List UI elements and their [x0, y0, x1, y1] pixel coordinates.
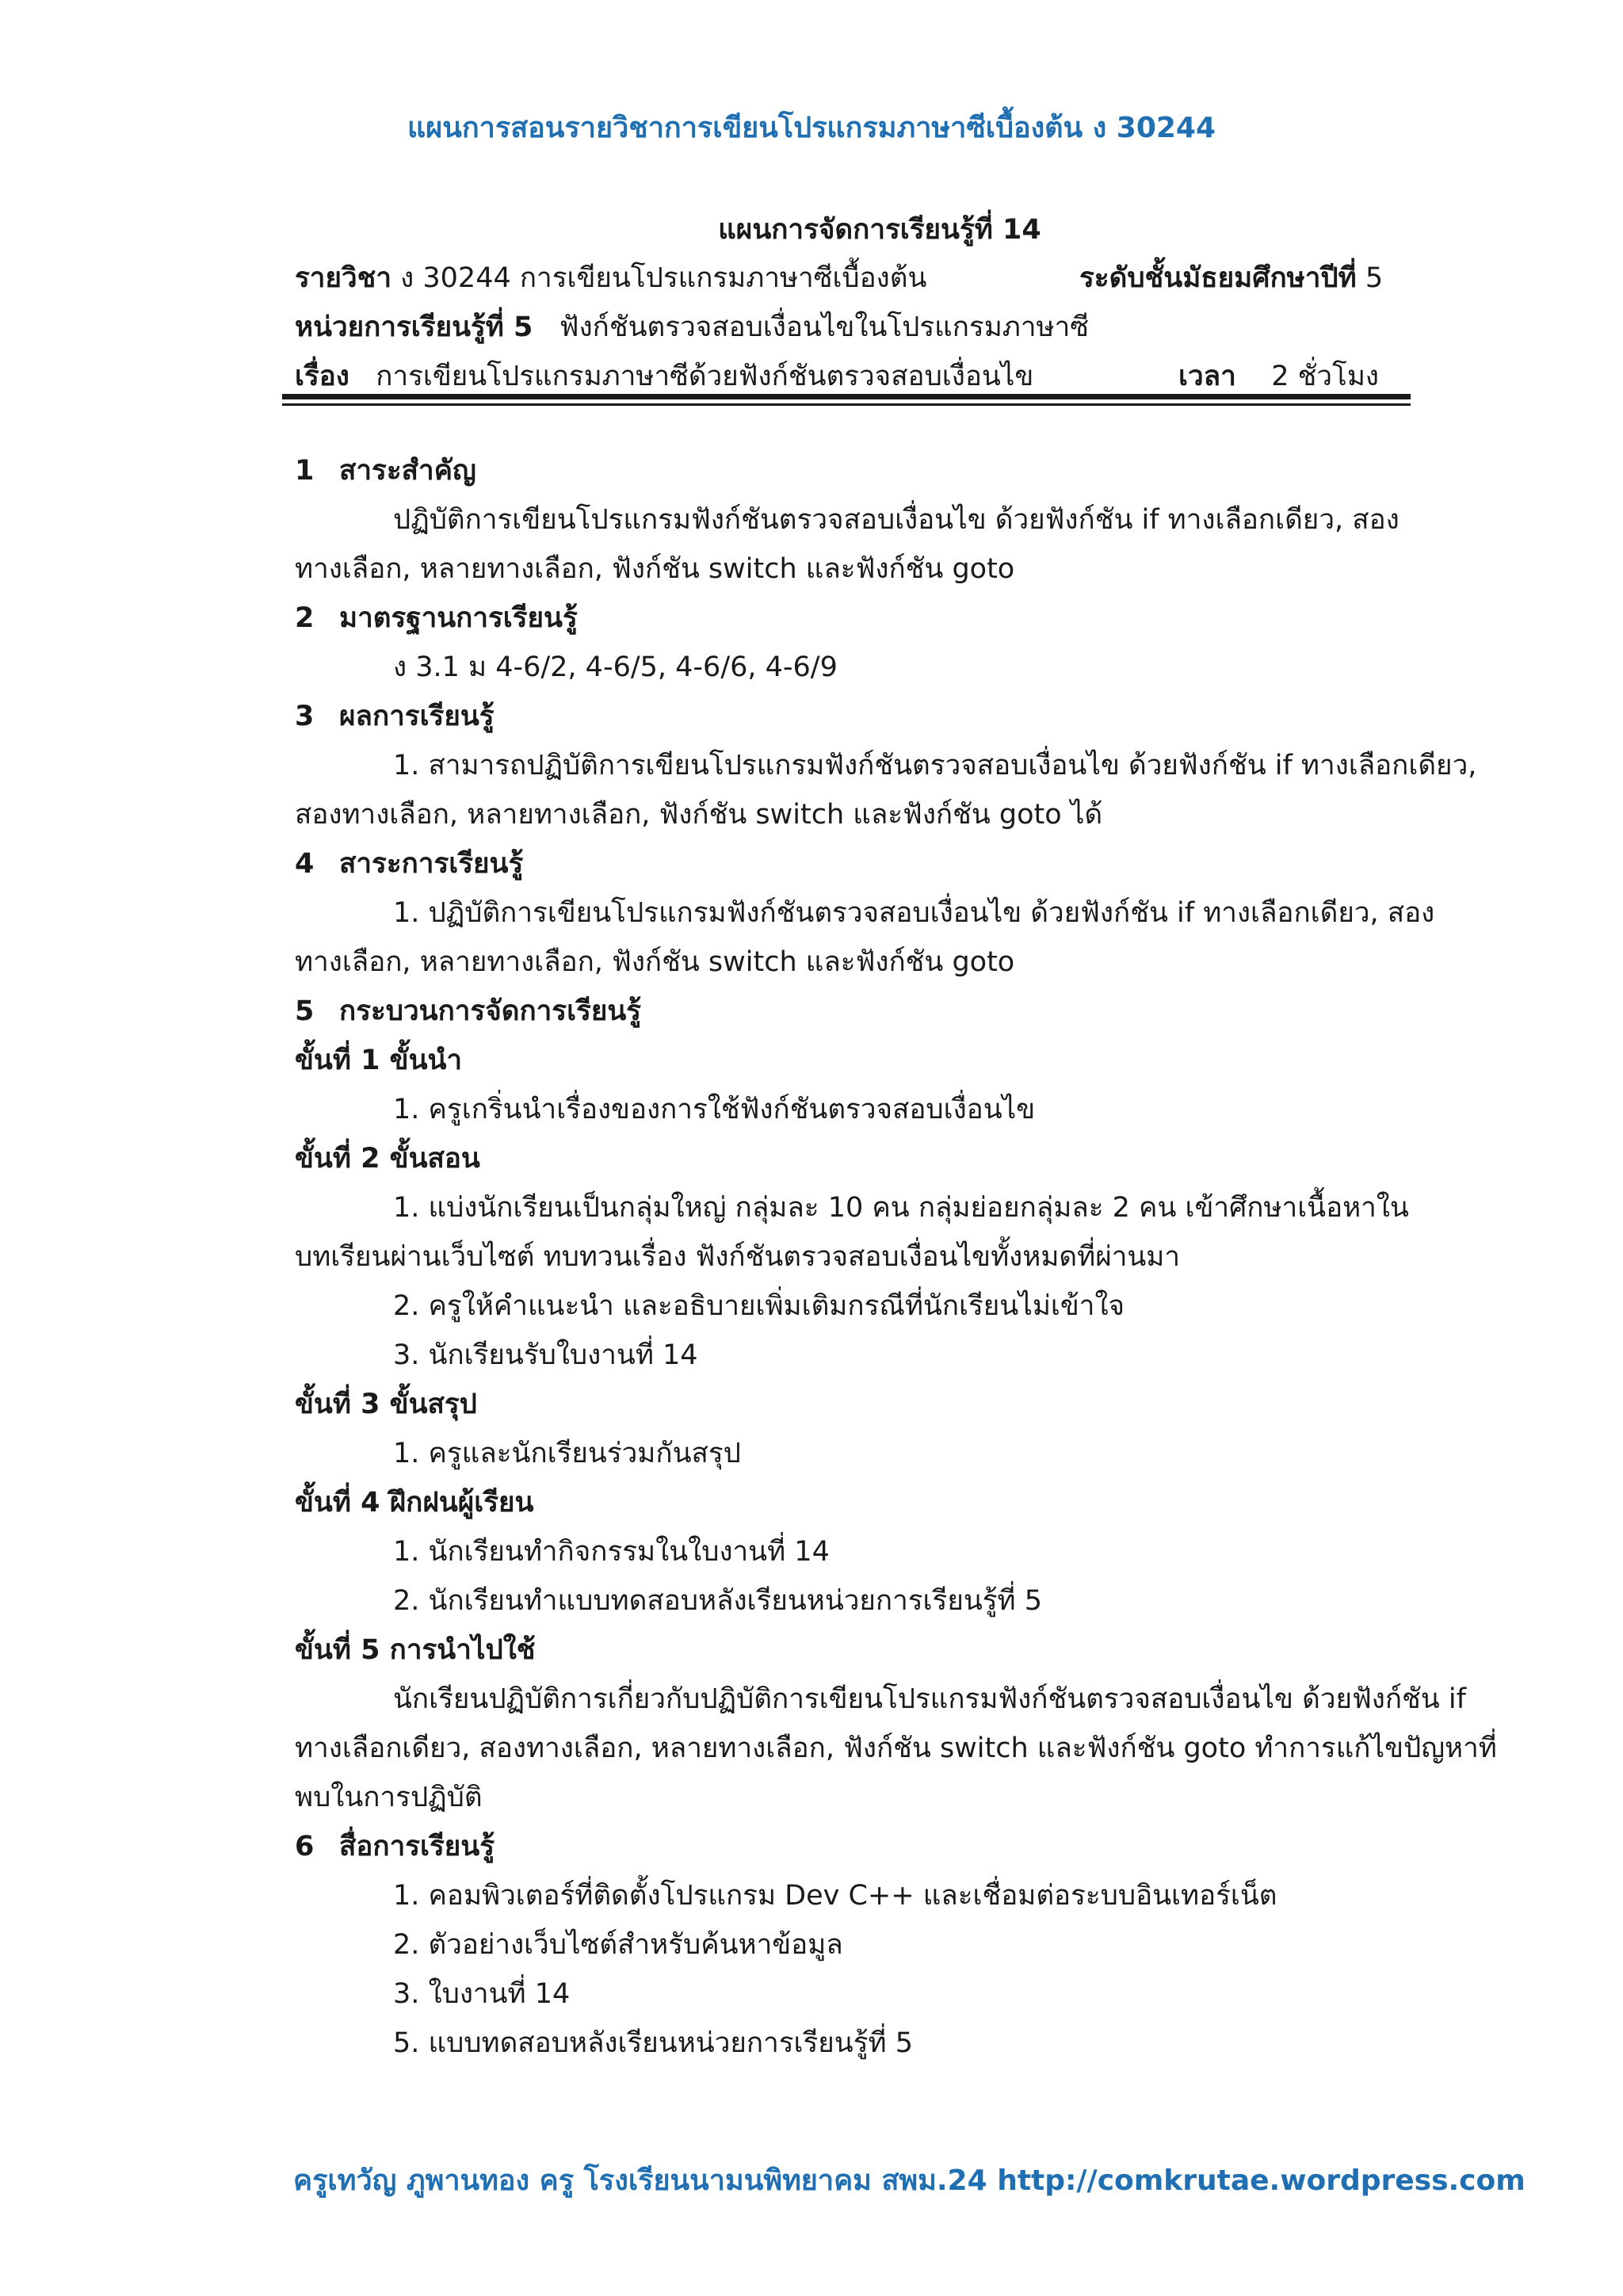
section-5-heading: 5 กระบวนการจัดการเรียนรู้: [295, 995, 642, 1027]
step-5-para-line1: นักเรียนปฏิบัติการเกี่ยวกับปฏิบัติการเขียนโปรแกรมฟังก์ชันตรวจสอบเงื่อนไข ด้วยฟังก์ชัน if: [393, 1683, 1466, 1715]
section-4-heading: 4 สาระการเรียนรู้: [295, 848, 524, 880]
section-4-para-line2: ทางเลือก, หลายทางเลือก, ฟังก์ชัน switch และฟังก์ชัน goto: [295, 946, 1015, 978]
step-3-heading: ขั้นที่ 3 ขั้นสรุป: [295, 1389, 477, 1420]
section-3-para-line2: สองทางเลือก, หลายทางเลือก, ฟังก์ชัน switch และฟังก์ชัน goto ได้: [295, 799, 1103, 831]
level-value: 5: [1365, 262, 1384, 294]
subject-label: รายวิชา: [295, 262, 392, 294]
step-2-item-1-line1: 1. แบ่งนักเรียนเป็นกลุ่มใหญ่ กลุ่มละ 10 คน กลุ่มย่อยกลุ่มละ 2 คน เข้าศึกษาเนื้อหาใน: [393, 1192, 1409, 1224]
time-label: เวลา: [1178, 361, 1236, 392]
section-1-para-line2: ทางเลือก, หลายทางเลือก, ฟังก์ชัน switch และฟังก์ชัน goto: [295, 553, 1015, 585]
step-2-item-1-line2: บทเรียนผ่านเว็บไซต์ ทบทวนเรื่อง ฟังก์ชันตรวจสอบเงื่อนไขทั้งหมดที่ผ่านมา: [295, 1241, 1181, 1273]
section-1-para-line1: ปฏิบัติการเขียนโปรแกรมฟังก์ชันตรวจสอบเงื่อนไข ด้วยฟังก์ชัน if ทางเลือกเดียว, สอง: [393, 504, 1400, 536]
section-6-item-3: 3. ใบงานที่ 14: [393, 1978, 571, 2010]
step-3-item-1: 1. ครูและนักเรียนร่วมกันสรุป: [393, 1438, 741, 1469]
section-4-para-line1: 1. ปฏิบัติการเขียนโปรแกรมฟังก์ชันตรวจสอบเงื่อนไข ด้วยฟังก์ชัน if ทางเลือกเดียว, สอง: [393, 897, 1435, 929]
topic-row: [295, 354, 1396, 398]
unit-label: หน่วยการเรียนรู้ที่ 5: [295, 311, 533, 343]
step-1-heading: ขั้นที่ 1 ขั้นนำ: [295, 1045, 463, 1076]
header-rule-thin: [282, 403, 1411, 406]
topic-value: การเขียนโปรแกรมภาษาซีด้วยฟังก์ชันตรวจสอบเงื่อนไข: [376, 361, 1034, 392]
subject-row: [295, 256, 1396, 300]
page-footer: ครูเทวัญ ภูพานทอง ครู โรงเรียนนามนพิทยาคม สพม.24 http://comkrutae.wordpress.com: [293, 2164, 1526, 2197]
step-4-item-2: 2. นักเรียนทำแบบทดสอบหลังเรียนหน่วยการเรียนรู้ที่ 5: [393, 1585, 1043, 1617]
topic-label: เรื่อง: [295, 361, 349, 392]
section-1-heading: 1 สาระสำคัญ: [295, 455, 476, 487]
step-2-item-2: 2. ครูให้คำแนะนำ และอธิบายเพิ่มเติมกรณีที่นักเรียนไม่เข้าใจ: [393, 1290, 1125, 1322]
unit-value: ฟังก์ชันตรวจสอบเงื่อนไขในโปรแกรมภาษาซี: [559, 311, 1090, 343]
step-2-heading: ขั้นที่ 2 ขั้นสอน: [295, 1143, 480, 1175]
section-2-heading: 2 มาตรฐานการเรียนรู้: [295, 602, 578, 634]
section-6-item-1: 1. คอมพิวเตอร์ที่ติดตั้งโปรแกรม Dev C++ และเชื่อมต่อระบบอินเทอร์เน็ต: [393, 1880, 1277, 1912]
time-value: 2 ชั่วโมง: [1271, 361, 1379, 392]
section-6-heading: 6 สื่อการเรียนรู้: [295, 1831, 495, 1862]
section-2-para-line1: ง 3.1 ม 4-6/2, 4-6/5, 4-6/6, 4-6/9: [393, 651, 838, 683]
step-4-heading: ขั้นที่ 4 ฝึกฝนผู้เรียน: [295, 1487, 534, 1519]
step-5-para-line3: พบในการปฏิบัติ: [295, 1782, 483, 1813]
section-3-para-line1: 1. สามารถปฏิบัติการเขียนโปรแกรมฟังก์ชันตรวจสอบเงื่อนไข ด้วยฟังก์ชัน if ทางเลือกเดียว,: [393, 750, 1477, 781]
level-label: ระดับชั้นมัธยมศึกษาปีที่: [1079, 262, 1357, 294]
header-rule-thick: [282, 394, 1411, 399]
section-3-heading: 3 ผลการเรียนรู้: [295, 701, 495, 732]
subject-value: ง 30244 การเขียนโปรแกรมภาษาซีเบื้องต้น: [400, 262, 927, 294]
plan-title: แผนการจัดการเรียนรู้ที่ 14: [718, 214, 1041, 246]
step-5-para-line2: ทางเลือกเดียว, สองทางเลือก, หลายทางเลือก, ฟังก์ชัน switch และฟังก์ชัน goto ทำการแก้ไขปัญหาที่: [295, 1733, 1497, 1764]
section-6-item-2: 2. ตัวอย่างเว็บไซต์สำหรับค้นหาข้อมูล: [393, 1929, 843, 1961]
step-4-item-1: 1. นักเรียนทำกิจกรรมในใบงานที่ 14: [393, 1536, 830, 1568]
unit-row: [295, 305, 1396, 349]
time-info: [1178, 354, 1379, 398]
step-1-item-1: 1. ครูเกริ่นนำเรื่องของการใช้ฟังก์ชันตรวจสอบเงื่อนไข: [393, 1094, 1036, 1125]
page-header: แผนการสอนรายวิชาการเขียนโปรแกรมภาษาซีเบื้องต้น ง 30244: [407, 112, 1216, 144]
section-6-item-4: 5. แบบทดสอบหลังเรียนหน่วยการเรียนรู้ที่ 5: [393, 2027, 913, 2059]
step-2-item-3: 3. นักเรียนรับใบงานที่ 14: [393, 1339, 698, 1371]
level-info: [1079, 256, 1383, 300]
step-5-heading: ขั้นที่ 5 การนำไปใช้: [295, 1634, 536, 1666]
